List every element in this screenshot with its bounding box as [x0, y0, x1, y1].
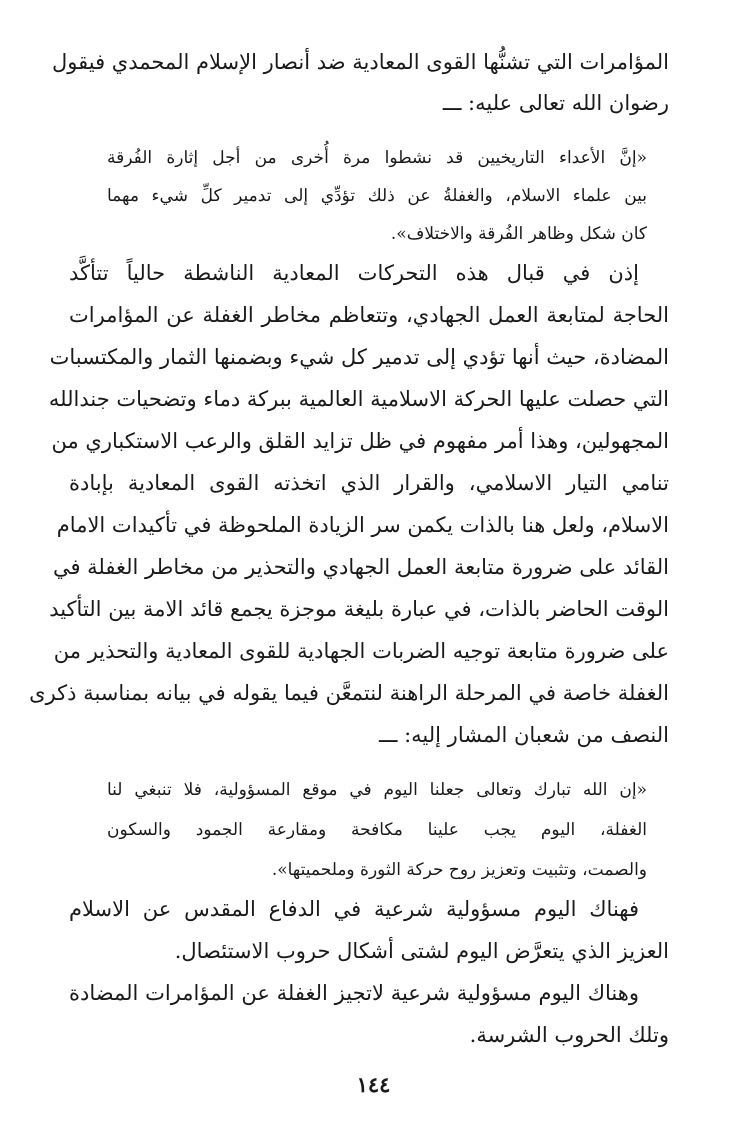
- text-line: المجهولين، وهذا أمر مفهوم في ظل تزايد القلق والرعب الاستكباري من: [51, 429, 669, 453]
- text-line: تنامي التيار الاسلامي، والقرار الذي اتخذته القوى المعادية بإبادة: [69, 471, 669, 495]
- text-line: التي حصلت عليها الحركة الاسلامية العالمية ببركة دماء وتضحيات جندالله: [48, 387, 669, 411]
- text-line: على ضرورة متابعة توجيه الضربات الجهادية للقوى المعادية والتحذير من: [53, 639, 669, 663]
- text-line: الاسلام، ولعل هنا بالذات يكمن سر الزيادة الملحوظة في تأكيدات الامام: [56, 513, 669, 537]
- quote-line: كان شكل وظاهر الفُرقة والاختلاف».: [390, 224, 647, 244]
- page-number: ١٤٤: [356, 1072, 391, 1097]
- text-line: وتلك الحروب الشرسة.: [469, 1023, 669, 1047]
- text-line: الغفلة خاصة في المرحلة الراهنة لنتمعَّن فيما يقوله في بيانه بمناسبة ذكرى: [29, 681, 669, 705]
- text-line: المؤامرات التي تشنُّها القوى المعادية ضد أنصار الإسلام المحمدي فيقول: [52, 50, 669, 74]
- text-line: فهناك اليوم مسؤولية شرعية في الدفاع المقدس عن الاسلام: [69, 897, 639, 921]
- text-line: الحاجة لمتابعة العمل الجهادي، وتتعاظم مخاطر الغفلة عن المؤامرات: [69, 303, 669, 327]
- quote-line: بين علماء الاسلام، والغفلةُ عن ذلك تؤدِّي إلى تدمير كلِّ شيء مهما: [107, 186, 647, 206]
- text-line: وهناك اليوم مسؤولية شرعية لاتجيز الغفلة عن المؤامرات المضادة: [69, 981, 639, 1005]
- quote-line: والصمت، وتثبيت وتعزيز روح حركة الثورة وملحميتها».: [271, 860, 647, 880]
- text-line: رضوان الله تعالى عليه: ـــ: [442, 91, 669, 115]
- text-line: المضادة، حيث أنها تؤدي إلى تدمير كل شيء وبضمنها الثمار والمكتسبات: [49, 345, 669, 369]
- quote-line: «إن الله تبارك وتعالى جعلنا اليوم في موقع المسؤولية، فلا تنبغي لنا: [107, 780, 647, 800]
- text-line: النصف من شعبان المشار إليه: ـــ: [378, 723, 669, 747]
- text-line: العزيز الذي يتعرَّض اليوم لشتى أشكال حروب الاستئصال.: [174, 939, 669, 963]
- text-line: الوقت الحاضر بالذات، في عبارة بليغة موجزة يجمع قائد الامة بين التأكيد: [49, 597, 669, 621]
- text-line: إذن في قبال هذه التحركات المعادية الناشطة حالياً تتأكَّد: [69, 261, 639, 285]
- text-line: القائد على ضرورة متابعة العمل الجهادي والتحذير من مخاطر الغفلة في: [52, 555, 669, 579]
- quote-line: الغفلة، اليوم يجب علينا مكافحة ومقارعة الجمود والسكون: [107, 820, 647, 840]
- quote-line: «إنَّ الأعداء التاريخيين قد نشطوا مرة أُخرى من أجل إثارة الفُرقة: [107, 148, 647, 168]
